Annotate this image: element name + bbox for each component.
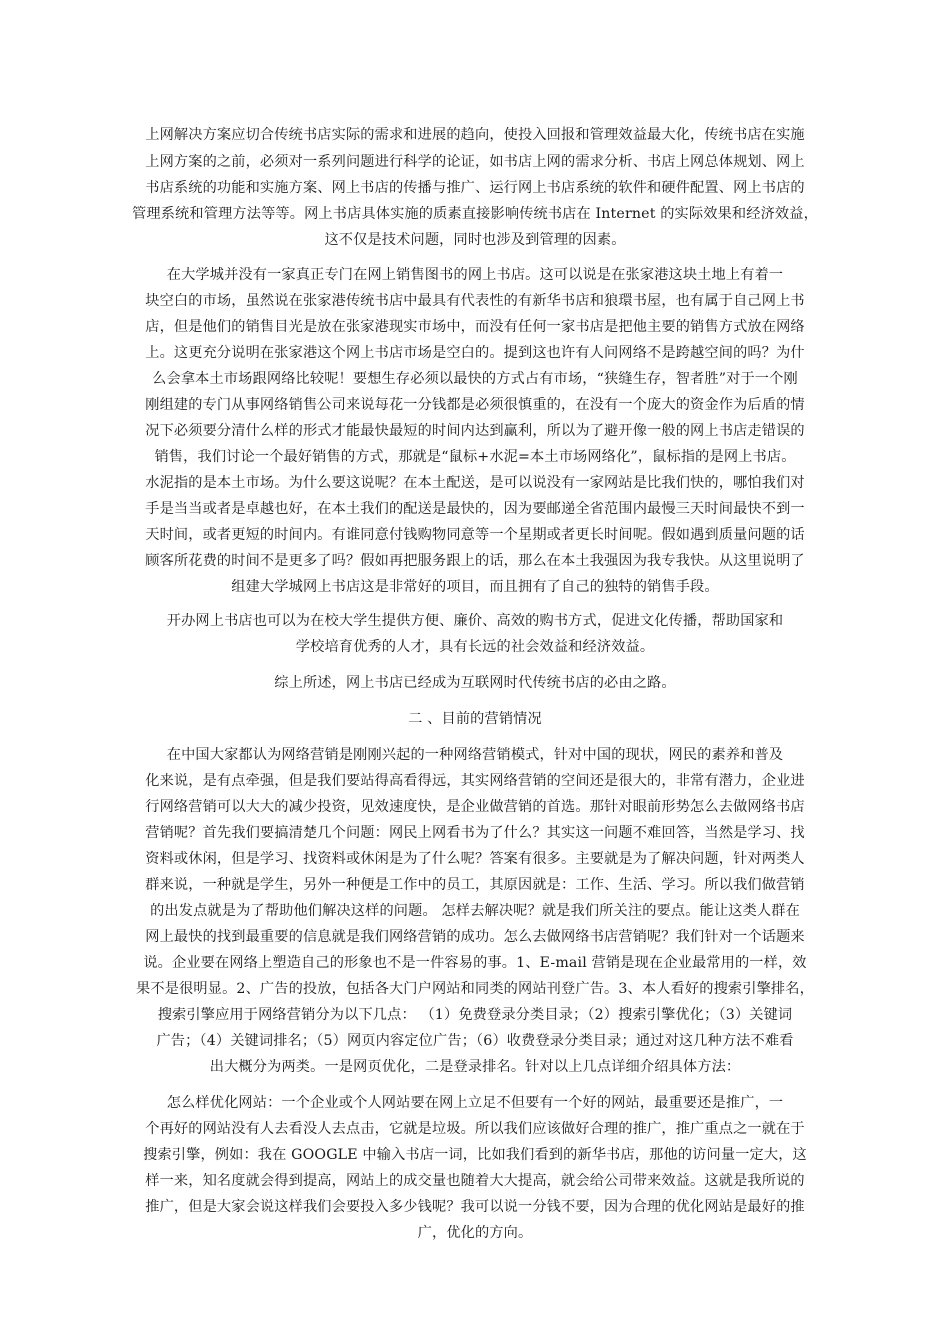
text-line: 说。企业要在网络上塑造自己的形象也不是一件容易的事。1、E-mail 营销是现在企业最常用的一样，效 — [143, 955, 807, 971]
text-line: 的出发点就是为了帮助他们解决这样的问题。 怎样去解决呢？就是我们所关注的要点。能让这类人群在 — [150, 903, 800, 919]
text-line: 上网方案的之前，必须对一系列问题进行科学的论证，如书店上网的需求分析、书店上网总体规划、网上 — [145, 154, 805, 170]
text-line: 块空白的市场，虽然说在张家港传统书店中最具有代表性的有新华书店和狼環书屋，也有属于自己网上书 — [145, 293, 805, 309]
text-line: 营销呢？首先我们要搞清楚几个问题：网民上网看书为了什么？其实这一问题不难回答，当然是学习、找 — [145, 825, 805, 841]
text-line: 况下必须要分清什么样的形式才能最快最短的时间内达到赢利，所以为了避开像一般的网上书店走错误的 — [145, 423, 805, 439]
text-line: 书店系统的功能和实施方案、网上书店的传播与推广、运行网上书店系统的软件和硬件配置、网上书店的 — [145, 180, 805, 196]
text-line: 水泥指的是本土市场。为什么要这说呢？在本土配送，是可以说没有一家网站是比我们快的，哪怕我们对 — [145, 475, 805, 491]
text-line: 样一来，知名度就会得到提高，网站上的成交量也随着大大提高，就会给公司带来效益。这就是我所说的 — [145, 1173, 805, 1189]
text-line: 么会拿本土市场跟网络比较呢！要想生存必须以最快的方式占有市场，“狭缝生存，智者胜”对于一个刚 — [152, 371, 798, 387]
text-line: 在中国大家都认为网络营销是刚刚兴起的一种网络营销模式，针对中国的现状，网民的素养和普及 — [166, 747, 784, 763]
text-line: 网上最快的找到最重要的信息就是我们网络营销的成功。怎么去做网络书店营销呢？我们针对一个话题来 — [145, 929, 805, 945]
text-line: 这不仅是技术问题，同时也涉及到管理的因素。 — [324, 232, 626, 248]
text-line: 上。这更充分说明在张家港这个网上书店市场是空白的。提到这也许有人问网络不是跨越空间的吗？为什 — [145, 345, 805, 361]
text-line: 学校培育优秀的人才，具有长远的社会效益和经济效益。 — [295, 639, 655, 655]
text-line: 天时间，或者更短的时间内。有谁同意付钱购物同意等一个星期或者更长时间呢。假如遇到质量问题的话 — [145, 527, 805, 543]
text-line: 店，但是他们的销售目光是放在张家港现实市场中，而没有任何一家书店是把他主要的销售方式放在网络 — [145, 319, 805, 335]
text-line: 管理系统和管理方法等等。网上书店具体实施的质素直接影响传统书店在 Internet 的实际效果和经济效益， — [132, 206, 818, 222]
text-line: 上网解决方案应切合传统书店实际的需求和进展的趋向，使投入回报和管理效益最大化，传统书店在实施 — [145, 127, 805, 143]
text-line: 搜索引擎应用于网络营销分为以下几点： （1）免费登录分类目录；（2）搜索引擎优化；（3）关键词 — [157, 1007, 793, 1023]
text-line: 手是当当或者是卓越也好，在本土我们的配送是最快的，因为要邮递全省范围内最慢三天时间最快不到一 — [145, 501, 805, 517]
text-line: 行网络营销可以大大的减少投资，见效速度快，是企业做营销的首选。那针对眼前形势怎么去做网络书店 — [145, 799, 805, 815]
text-line: 群来说，一种就是学生，另外一种便是工作中的员工，其原因就是：工作、生活、学习。所以我们做营销 — [145, 877, 805, 893]
text-line: 顾客所花费的时间不是更多了吗？假如再把服务跟上的话，那么在本土我强因为我专我快。从这里说明了 — [145, 553, 805, 569]
text-line: 化来说，是有点牵强，但是我们要站得高看得远，其实网络营销的空间还是很大的，非常有潜力，企业进 — [145, 773, 805, 789]
text-line: 果不是很明显。2、广告的投放，包括各大门户网站和同类的网站刊登广告。3、本人看好的搜索引擎排名， — [136, 981, 814, 997]
text-line: 个再好的网站没有人去看没人去点击，它就是垃圾。所以我们应该做好合理的推广，推广重点之一就在于 — [145, 1121, 805, 1137]
text-line: 刚组建的专门从事网络销售公司来说每花一分钱都是必须很慎重的，在没有一个庞大的资金作为后盾的情 — [145, 397, 805, 413]
text-line: 组建大学城网上书店这是非常好的项目，而且拥有了自己的独特的销售手段。 — [231, 579, 719, 595]
text-line: 在大学城并没有一家真正专门在网上销售图书的网上书店。这可以说是在张家港这块土地上有着一 — [166, 267, 784, 283]
text-line: 推广，但是大家会说这样我们会要投入多少钱呢？我可以说一分钱不要，因为合理的优化网站是最好的推 — [145, 1199, 805, 1215]
text-line: 资料或休闲，但是学习、找资料或休闲是为了什么呢？答案有很多。主要就是为了解决问题，针对两类人 — [145, 851, 805, 867]
text-line: 销售，我们讨论一个最好销售的方式，那就是“鼠标+水泥=本土市场网络化”，鼠标指的是网上书店。 — [154, 449, 796, 465]
text-line: 怎么样优化网站：一个企业或个人网站要在网上立足不但要有一个好的网站，最重要还是推广，一 — [166, 1095, 784, 1111]
section-heading-text: 二 、目前的营销情况 — [408, 711, 542, 727]
text-line: 开办网上书店也可以为在校大学生提供方便、廉价、高效的购书方式，促进文化传播，帮助国家和 — [166, 613, 784, 629]
text-line: 广告；（4）关键词排名；（5）网页内容定位广告；（6）收费登录分类目录；通过对这几种方法不难看 — [156, 1033, 794, 1049]
text-line: 综上所述，网上书店已经成为互联网时代传统书店的必由之路。 — [274, 675, 676, 691]
text-line: 广，优化的方向。 — [417, 1225, 533, 1241]
text-line: 出大概分为两类。一是网页优化，二是登录排名。针对以上几点详细介绍具体方法： — [209, 1059, 741, 1075]
text-line: 搜索引擎，例如：我在 GOOGLE 中输入书店一词，比如我们看到的新华书店，那他的访问量一定大，这 — [143, 1147, 807, 1163]
